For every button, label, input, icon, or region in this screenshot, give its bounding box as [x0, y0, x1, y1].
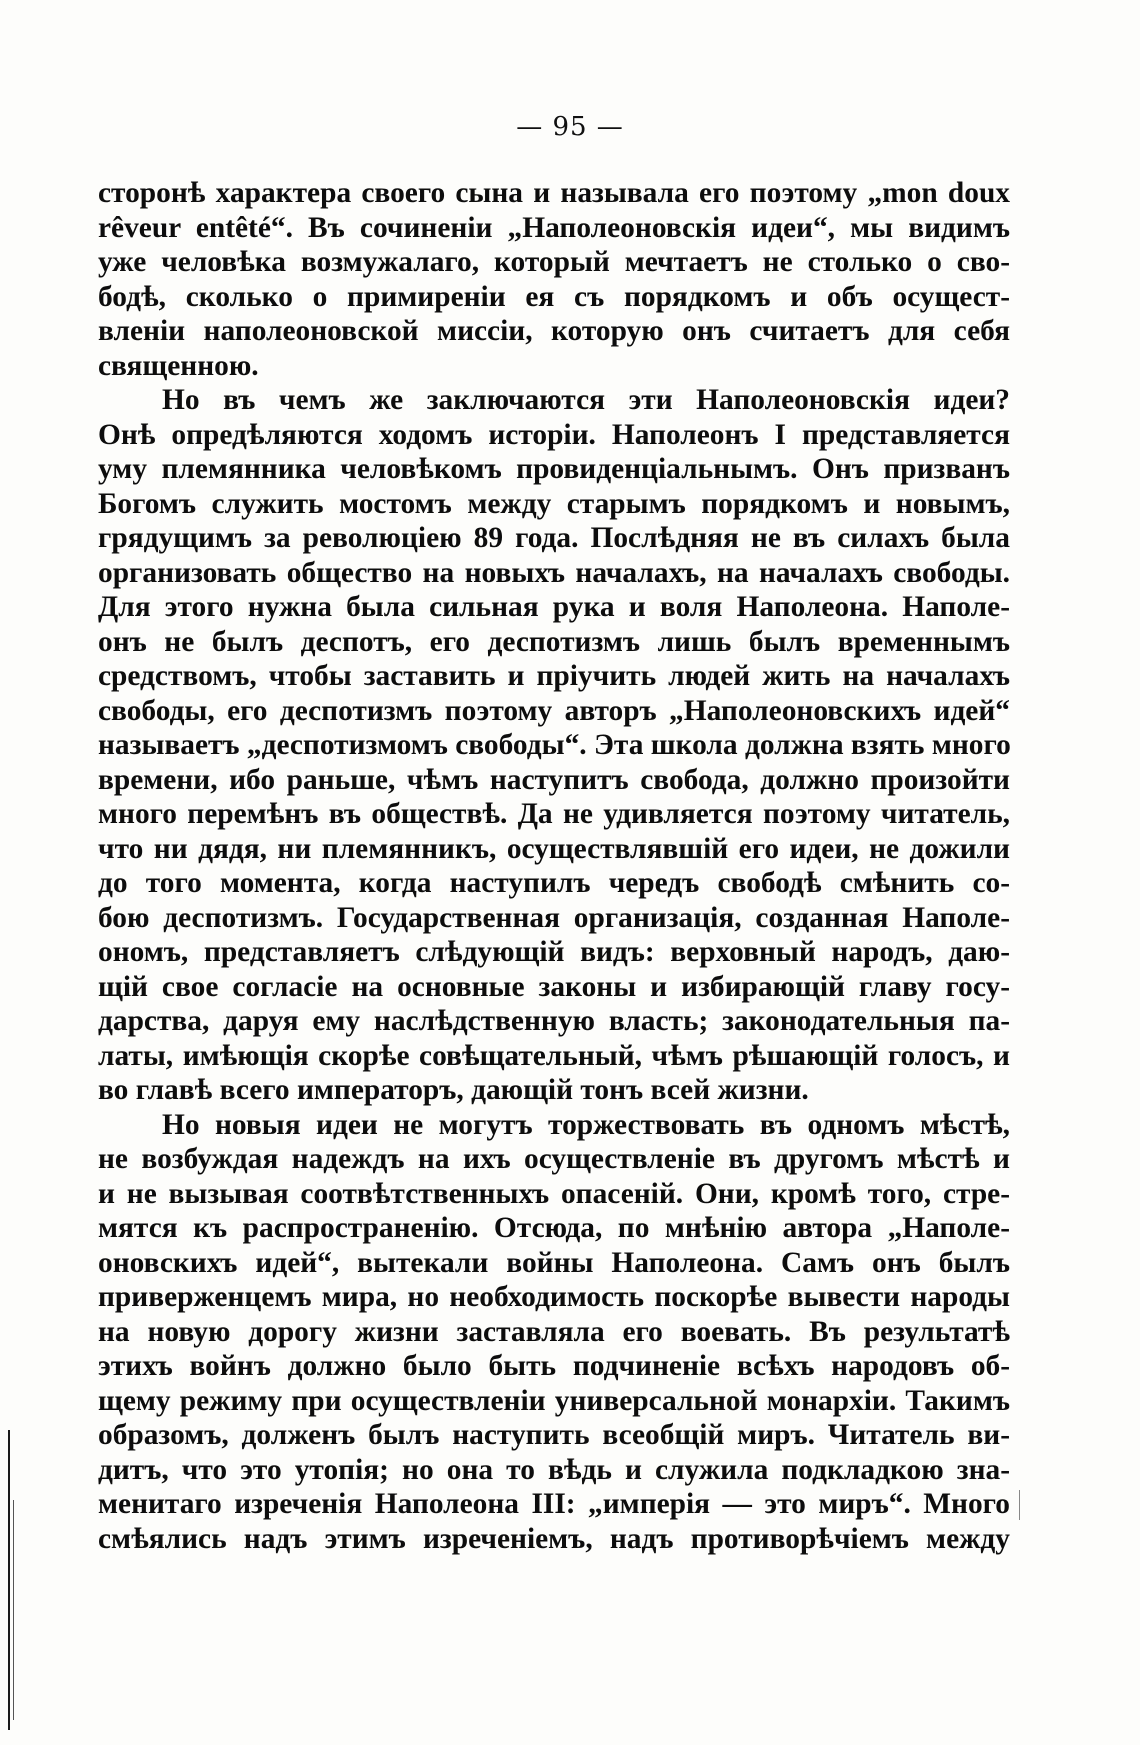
text-line: менитаго изреченія Наполеона III: „имперія — это миръ“. Много [98, 1488, 1010, 1520]
text-line: Богомъ служить мостомъ между старымъ порядкомъ и новымъ, [98, 487, 1010, 520]
body-text [98, 176, 1010, 1556]
text-line: средствомъ, чтобы заставить и пріучить людей жить на началахъ [98, 660, 1010, 692]
text-line: щему режиму при осуществленіи универсальной монархіи. Такимъ [98, 1384, 1010, 1417]
text-line: свободы, его деспотизмъ поэтому авторъ „Наполеоновскихъ идей“ [98, 694, 1010, 727]
text-line: Онѣ опредѣляются ходомъ исторіи. Наполеонъ I представляется [98, 418, 1010, 451]
text-line: этихъ войнъ должно было быть подчиненіе всѣхъ народовъ об- [98, 1350, 1010, 1382]
text-line: не возбуждая надеждъ на ихъ осуществленіе въ другомъ мѣстѣ и [98, 1143, 1010, 1175]
text-line: Но новыя идеи не могутъ торжествовать въ одномъ мѣстѣ, [162, 1108, 1010, 1141]
text-line: до того момента, когда наступилъ чередъ свободѣ смѣнить со- [98, 867, 1010, 899]
page-number: — 95 — [516, 112, 624, 142]
text-line: грядущимъ за революціею 89 года. Послѣдняя не въ силахъ была [98, 522, 1010, 554]
text-line: бою деспотизмъ. Государственная организація, созданная Наполе- [98, 901, 1010, 934]
text-line: смѣялись надъ этимъ изреченіемъ, надъ противорѣчіемъ между [98, 1522, 1010, 1555]
scan-margin-line [8, 1430, 10, 1730]
text-line: на новую дорогу жизни заставляла его воевать. Въ результатѣ [98, 1315, 1010, 1348]
scan-mark [1019, 1490, 1020, 1520]
text-line: ономъ, представляетъ слѣдующій видъ: верховный народъ, даю- [98, 936, 1010, 968]
text-line: называетъ „деспотизмомъ свободы“. Эта школа должна взять много [98, 729, 1011, 761]
text-line: rêveur entêté“. Въ сочиненіи „Наполеоновскія идеи“, мы видимъ [98, 211, 1010, 244]
text-line: мятся къ распространенію. Отсюда, по мнѣнію автора „Наполе- [98, 1212, 1010, 1244]
text-line: Для этого нужна была сильная рука и воля Наполеона. Наполе- [98, 591, 1010, 623]
text-line: организовать общество на новыхъ началахъ, на началахъ свободы. [98, 556, 1010, 589]
text-line: священною. [98, 349, 259, 382]
text-line: что ни дядя, ни племянникъ, осуществлявшій его идеи, не дожили [98, 832, 1010, 865]
text-line: много перемѣнъ въ обществѣ. Да не удивляется поэтому читатель, [98, 798, 1010, 830]
text-line: бодѣ, сколько о примиреніи ея съ порядкомъ и объ осущест- [98, 280, 1010, 313]
text-line: и не вызывая соотвѣтственныхъ опасеній. Они, кромѣ того, стре- [98, 1177, 1010, 1210]
text-line: времени, ибо раньше, чѣмъ наступитъ свобода, должно произойти [98, 763, 1010, 796]
text-line: во главѣ всего императоръ, дающій тонъ всей жизни. [98, 1074, 809, 1106]
text-line: уже человѣка возмужалаго, который мечтаетъ не столько о сво- [98, 246, 1010, 278]
text-line: щій свое согласіе на основные законы и избирающій главу госу- [98, 970, 1010, 1003]
text-line: вленіи наполеоновской миссіи, которую онъ считаетъ для себя [98, 315, 1010, 347]
text-line: дарства, даруя ему наслѣдственную власть; законодательныя па- [98, 1005, 1010, 1037]
text-line: приверженцемъ мира, но необходимость поскорѣе вывести народы [98, 1281, 1010, 1313]
text-line: уму племянника человѣкомъ провиденціальнымъ. Онъ призванъ [98, 453, 1010, 485]
scan-margin-line [13, 1500, 14, 1720]
text-line: Но въ чемъ же заключаются эти Наполеоновскія идеи? [162, 384, 1010, 416]
text-line: дитъ, что это утопія; но она то вѣдь и служила подкладкою зна- [98, 1453, 1010, 1486]
paragraph-2 [98, 383, 1010, 1108]
text-line: сторонѣ характера своего сына и называла его поэтому „mon doux [98, 177, 1010, 209]
paragraph-3 [98, 1108, 1010, 1557]
text-line: онъ не былъ деспотъ, его деспотизмъ лишь былъ временнымъ [98, 625, 1010, 658]
text-line: латы, имѣющія скорѣе совѣщательный, чѣмъ рѣшающій голосъ, и [98, 1039, 1010, 1072]
text-line: образомъ, долженъ былъ наступить всеобщій миръ. Читатель ви- [98, 1419, 1010, 1451]
text-line: оновскихъ идей“, вытекали войны Наполеона. Самъ онъ былъ [98, 1246, 1010, 1279]
paragraph-1 [98, 176, 1010, 383]
